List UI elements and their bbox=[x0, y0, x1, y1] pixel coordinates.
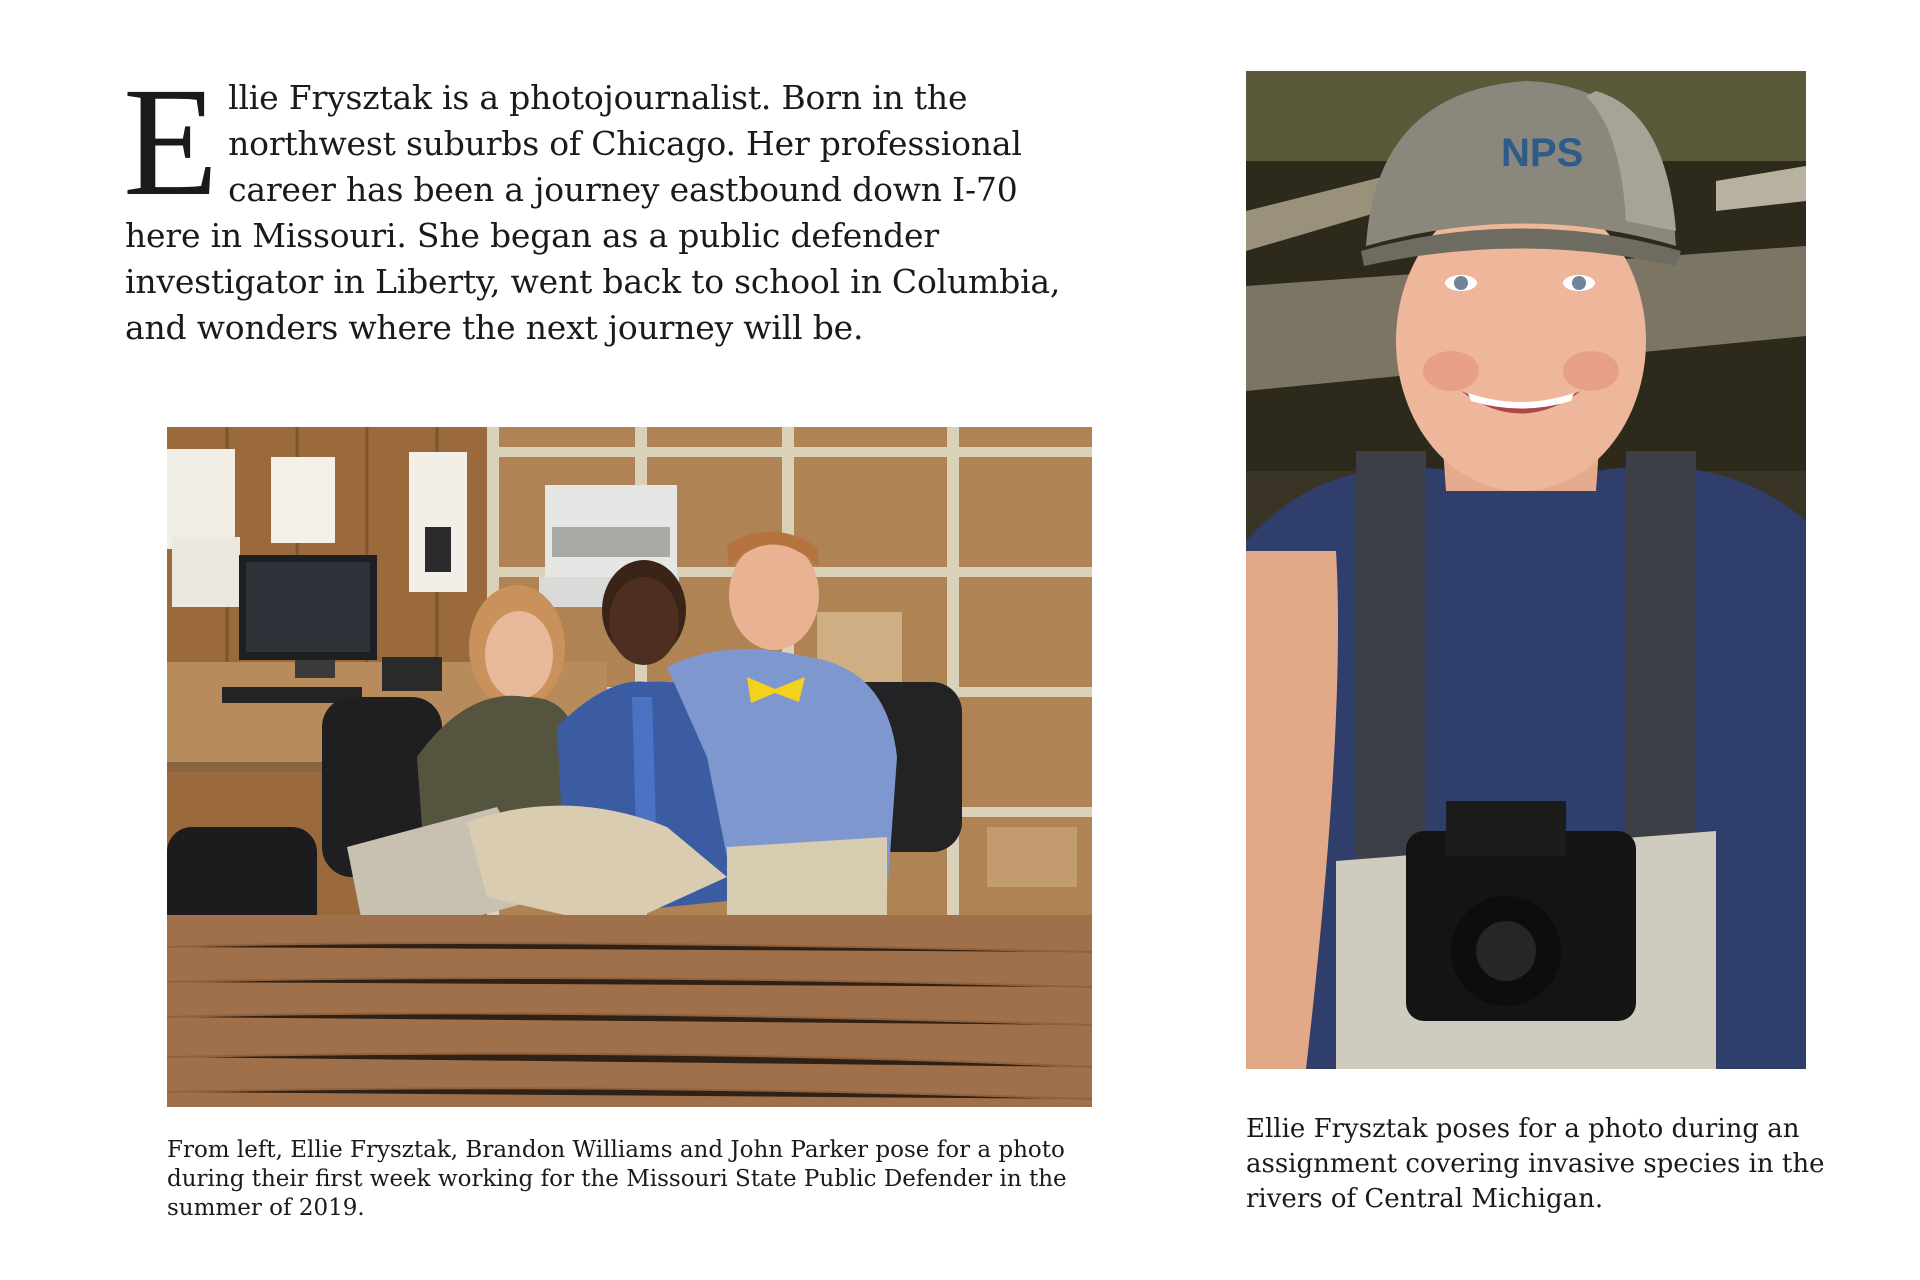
bio-paragraph bbox=[123, 55, 1090, 351]
selfie-photo-caption: Ellie Frysztak poses for a photo during an assignment covering invasive species in the rivers of Central Michigan. bbox=[1246, 1114, 1825, 1214]
drop-cap: E bbox=[123, 55, 219, 228]
selfie-photo-image bbox=[1246, 71, 1806, 1069]
selfie-photo bbox=[1246, 71, 1806, 1069]
office-photo-image bbox=[167, 427, 1092, 1107]
cap-logo: NPS bbox=[1501, 131, 1584, 175]
bio-text: llie Frysztak is a photojournalist. Born in the northwest suburbs of Chicago. Her professional career has been a journey eastbound down I-70 here in Missouri. She began as a public defender investigator in Liberty, went back to school in Columbia, and wonders where the next journey will be. bbox=[125, 78, 1061, 347]
office-photo bbox=[167, 427, 1092, 1107]
office-photo-caption: From left, Ellie Frysztak, Brandon Williams and John Parker pose for a photo during their first week working for the Missouri State Public Defender in the summer of 2019. bbox=[167, 1137, 1067, 1221]
